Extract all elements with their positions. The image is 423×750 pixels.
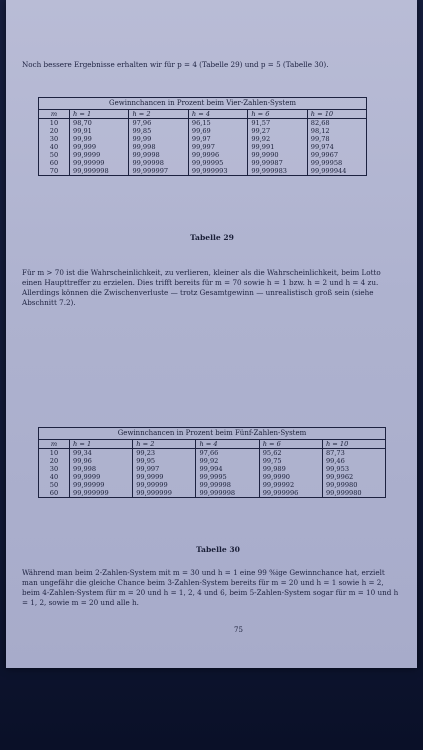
table-30-caption: Tabelle 30 — [196, 545, 240, 554]
value-cell: 99,999996 — [259, 489, 322, 497]
value-cell: 99,99998 — [129, 159, 188, 167]
row-label-cell: 30 — [49, 465, 59, 473]
value-cell: 99,99958 — [307, 159, 366, 167]
value-cell: 97,66 — [196, 449, 259, 458]
value-cell: 99,99998 — [196, 481, 259, 489]
value-cell: 99,34 — [70, 449, 133, 458]
header-cell: h = 10 — [322, 440, 385, 449]
table-30-header-row — [39, 440, 385, 449]
value-cell: 99,991 — [248, 143, 307, 151]
value-cell: 99,997 — [188, 143, 247, 151]
table-29-grid — [39, 110, 366, 175]
table-row — [39, 159, 366, 167]
closing-paragraph: Während man beim 2-Zahlen-System mit m = 30 und h = 1 eine 99 %ige Gewinnchance hat, erzielt man ungefähr die gleiche Chance beim 3-Zahlen-System bereits für m = 20 und h = 1 sowie h = 2, beim 4-Zahlen-System für m = 20 und h = 1, 2, 4 und 6, beim 5-Zahlen-System sogar für m = 10 und h = 1, 2, sowie m = 20 und alle h. — [22, 568, 399, 607]
row-label-cell: 50 — [49, 151, 59, 159]
value-cell: 87,73 — [322, 449, 385, 458]
value-cell: 99,9995 — [196, 473, 259, 481]
value-cell: 99,99999 — [133, 481, 196, 489]
value-cell: 99,998 — [70, 465, 133, 473]
header-cell: h = 2 — [129, 110, 188, 119]
value-cell: 82,68 — [307, 119, 366, 128]
value-cell: 99,97 — [188, 135, 247, 143]
value-cell: 99,99999 — [70, 481, 133, 489]
value-cell: 99,9996 — [188, 151, 247, 159]
value-cell: 99,9990 — [259, 473, 322, 481]
value-cell: 99,9998 — [129, 151, 188, 159]
value-cell: 99,99 — [70, 135, 129, 143]
row-label-cell: 10 — [49, 449, 59, 457]
table-row — [39, 119, 366, 128]
value-cell: 99,999999 — [70, 489, 133, 497]
table-row — [39, 127, 366, 135]
header-cell: h = 4 — [196, 440, 259, 449]
value-cell: 99,9999 — [70, 473, 133, 481]
value-cell: 99,9999 — [133, 473, 196, 481]
value-cell: 91,57 — [248, 119, 307, 128]
page-number: 75 — [234, 626, 243, 634]
value-cell: 99,953 — [322, 465, 385, 473]
value-cell: 99,974 — [307, 143, 366, 151]
value-cell: 99,99999 — [70, 159, 129, 167]
value-cell: 99,95 — [133, 457, 196, 465]
table-30-grid — [39, 440, 385, 497]
header-cell: m — [39, 440, 70, 449]
row-label-cell: 20 — [49, 457, 59, 465]
table-row — [39, 135, 366, 143]
header-cell: h = 6 — [248, 110, 307, 119]
table-row — [39, 481, 385, 489]
row-label-cell: 60 — [49, 489, 59, 497]
value-cell: 99,92 — [248, 135, 307, 143]
header-cell: m — [39, 110, 70, 119]
value-cell: 98,70 — [70, 119, 129, 128]
row-label-cell: 40 — [49, 143, 59, 151]
table-row — [39, 151, 366, 159]
table-29-caption: Tabelle 29 — [190, 233, 234, 242]
value-cell: 99,9967 — [307, 151, 366, 159]
row-label-cell: 20 — [49, 127, 59, 135]
table-30-body — [39, 449, 385, 498]
value-cell: 99,9962 — [322, 473, 385, 481]
value-cell: 99,92 — [196, 457, 259, 465]
header-cell: h = 1 — [70, 110, 129, 119]
value-cell: 99,9999 — [70, 151, 129, 159]
table-30 — [38, 427, 386, 498]
table-30-title: Gewinnchancen in Prozent beim Fünf-Zahlen-System — [39, 428, 385, 440]
book-page — [6, 0, 417, 668]
table-row — [39, 465, 385, 473]
header-cell: h = 6 — [259, 440, 322, 449]
value-cell: 99,91 — [70, 127, 129, 135]
header-cell: h = 10 — [307, 110, 366, 119]
value-cell: 99,23 — [133, 449, 196, 458]
row-label-cell: 10 — [49, 119, 59, 127]
value-cell: 99,999998 — [70, 167, 129, 175]
intro-paragraph: Noch bessere Ergebnisse erhalten wir für p = 4 (Tabelle 29) und p = 5 (Tabelle 30). — [22, 60, 329, 69]
value-cell: 99,78 — [307, 135, 366, 143]
value-cell: 95,62 — [259, 449, 322, 458]
value-cell: 99,998 — [129, 143, 188, 151]
row-label-cell: 50 — [49, 481, 59, 489]
value-cell: 99,999 — [70, 143, 129, 151]
table-29-body — [39, 119, 366, 176]
value-cell: 99,999993 — [188, 167, 247, 175]
header-cell: h = 1 — [70, 440, 133, 449]
row-label-cell: 30 — [49, 135, 59, 143]
value-cell: 99,99980 — [322, 481, 385, 489]
value-cell: 99,999944 — [307, 167, 366, 175]
table-29-title: Gewinnchancen in Prozent beim Vier-Zahlen-System — [39, 98, 366, 110]
value-cell: 99,989 — [259, 465, 322, 473]
middle-paragraph: Für m > 70 ist die Wahrscheinlichkeit, zu verlieren, kleiner als die Wahrscheinlichkeit, beim Lotto einen Haupttreffer zu erzielen. Dies trifft bereits für m = 70 sowie h = 1 bzw. h = 2 und h = 4 zu. Allerdings können die Zwischenverluste — trotz Gesamtgewinn — unrealistisch groß sein (siehe Abschnitt 7.2). — [22, 268, 381, 307]
table-row — [39, 489, 385, 497]
header-cell: h = 4 — [188, 110, 247, 119]
row-label-cell: 70 — [49, 167, 59, 175]
value-cell: 99,999997 — [129, 167, 188, 175]
value-cell: 99,96 — [70, 457, 133, 465]
table-29-header-row — [39, 110, 366, 119]
value-cell: 99,994 — [196, 465, 259, 473]
value-cell: 99,99987 — [248, 159, 307, 167]
row-label-cell: 40 — [49, 473, 59, 481]
table-row — [39, 449, 385, 458]
value-cell: 99,997 — [133, 465, 196, 473]
value-cell: 99,999980 — [322, 489, 385, 497]
value-cell: 99,999999 — [133, 489, 196, 497]
value-cell: 99,75 — [259, 457, 322, 465]
row-label-cell: 60 — [49, 159, 59, 167]
value-cell: 96,15 — [188, 119, 247, 128]
header-cell: h = 2 — [133, 440, 196, 449]
value-cell: 99,99 — [129, 135, 188, 143]
table-29 — [38, 97, 367, 176]
table-row — [39, 167, 366, 175]
value-cell: 99,99995 — [188, 159, 247, 167]
value-cell: 99,85 — [129, 127, 188, 135]
value-cell: 97,96 — [129, 119, 188, 128]
value-cell: 99,27 — [248, 127, 307, 135]
value-cell: 99,69 — [188, 127, 247, 135]
value-cell: 99,999983 — [248, 167, 307, 175]
value-cell: 99,46 — [322, 457, 385, 465]
value-cell: 98,12 — [307, 127, 366, 135]
value-cell: 99,9990 — [248, 151, 307, 159]
table-row — [39, 473, 385, 481]
value-cell: 99,999998 — [196, 489, 259, 497]
table-row — [39, 143, 366, 151]
value-cell: 99,99992 — [259, 481, 322, 489]
table-row — [39, 457, 385, 465]
